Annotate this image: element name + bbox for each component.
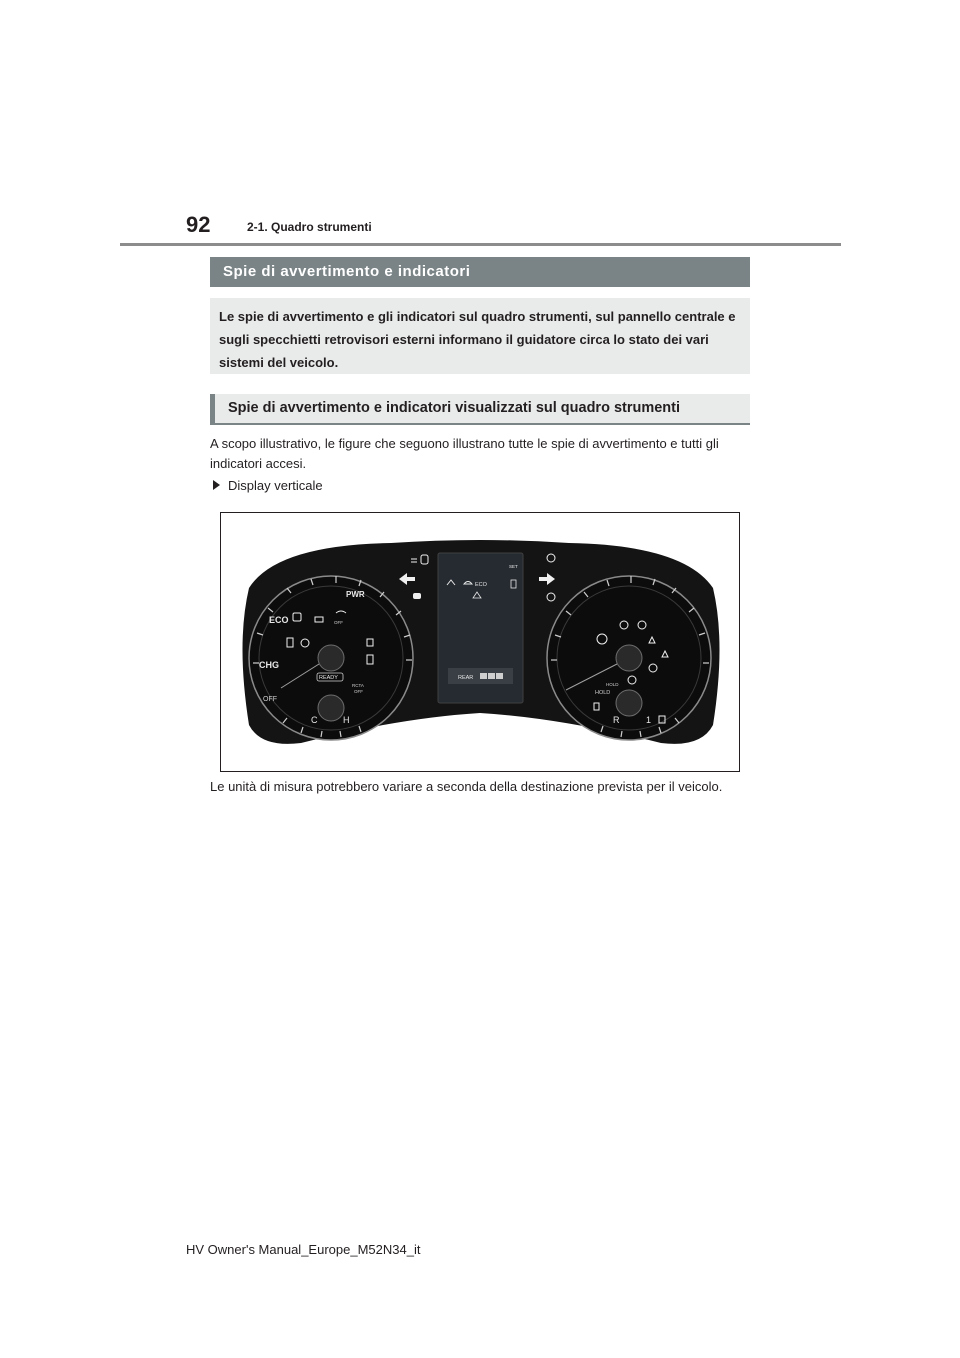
bullet-label: Display verticale (228, 478, 323, 493)
center-set-label: SET (509, 564, 518, 569)
chg-label: CHG (259, 660, 279, 670)
instrument-cluster-figure (220, 512, 740, 772)
main-heading: Spie di avvertimento e indicatori (210, 257, 750, 287)
sub-heading: Spie di avvertimento e indicatori visualizzati sul quadro strumenti (210, 394, 750, 425)
fog-light-icon (413, 593, 421, 599)
eco-label: ECO (269, 615, 289, 625)
rcta-label: RCTA (352, 683, 364, 688)
hold-small-label: HOLD (606, 682, 619, 687)
intro-box (210, 298, 750, 374)
cold-label: C (311, 715, 318, 725)
instrument-cluster-illustration (221, 513, 739, 771)
note-paragraph: Le unità di misura potrebbero variare a seconda della destinazione prevista per il veicolo. (210, 779, 723, 794)
ready-label: READY (319, 675, 338, 681)
rcta-off-label: OFF (354, 689, 363, 694)
section-reference: 2-1. Quadro strumenti (247, 220, 372, 234)
rear-label: REAR (458, 675, 474, 681)
pwr-label: PWR (346, 590, 365, 599)
center-eco-label: ECO (475, 582, 487, 588)
body-paragraph: A scopo illustrativo, le figure che seguono illustrano tutte le spie di avvertimento e tutti gli indicatori accesi. (210, 436, 719, 471)
right-needle-hub (616, 645, 642, 671)
left-lower-hub (318, 695, 344, 721)
left-needle-hub (318, 645, 344, 671)
r-label: R (613, 715, 620, 725)
off-label: OFF (263, 696, 277, 703)
center-display (438, 553, 523, 703)
page-number: 92 (186, 212, 211, 237)
bullet-item (213, 478, 323, 493)
rear-seat-icon-1 (480, 673, 487, 679)
intro-text: Le spie di avvertimento e gli indicatori sul quadro strumenti, sul pannello centrale e sugli specchietti retrovisori esterni informano il guidatore circa lo stato dei vari sistemi del veicolo. (219, 309, 736, 370)
left-gauge (249, 576, 413, 740)
right-gauge (547, 576, 711, 740)
rear-seat-icon-2 (488, 673, 495, 679)
right-lower-hub (616, 690, 642, 716)
hold-label: HOLD (595, 690, 611, 696)
rear-seat-icon-3 (496, 673, 503, 679)
one-label: 1 (646, 715, 652, 725)
small-off-label: OFF (334, 620, 343, 625)
header-rule (120, 243, 841, 246)
footer-text: HV Owner's Manual_Europe_M52N34_it (186, 1242, 421, 1257)
hot-label: H (343, 715, 350, 725)
triangle-bullet-icon (213, 480, 220, 490)
